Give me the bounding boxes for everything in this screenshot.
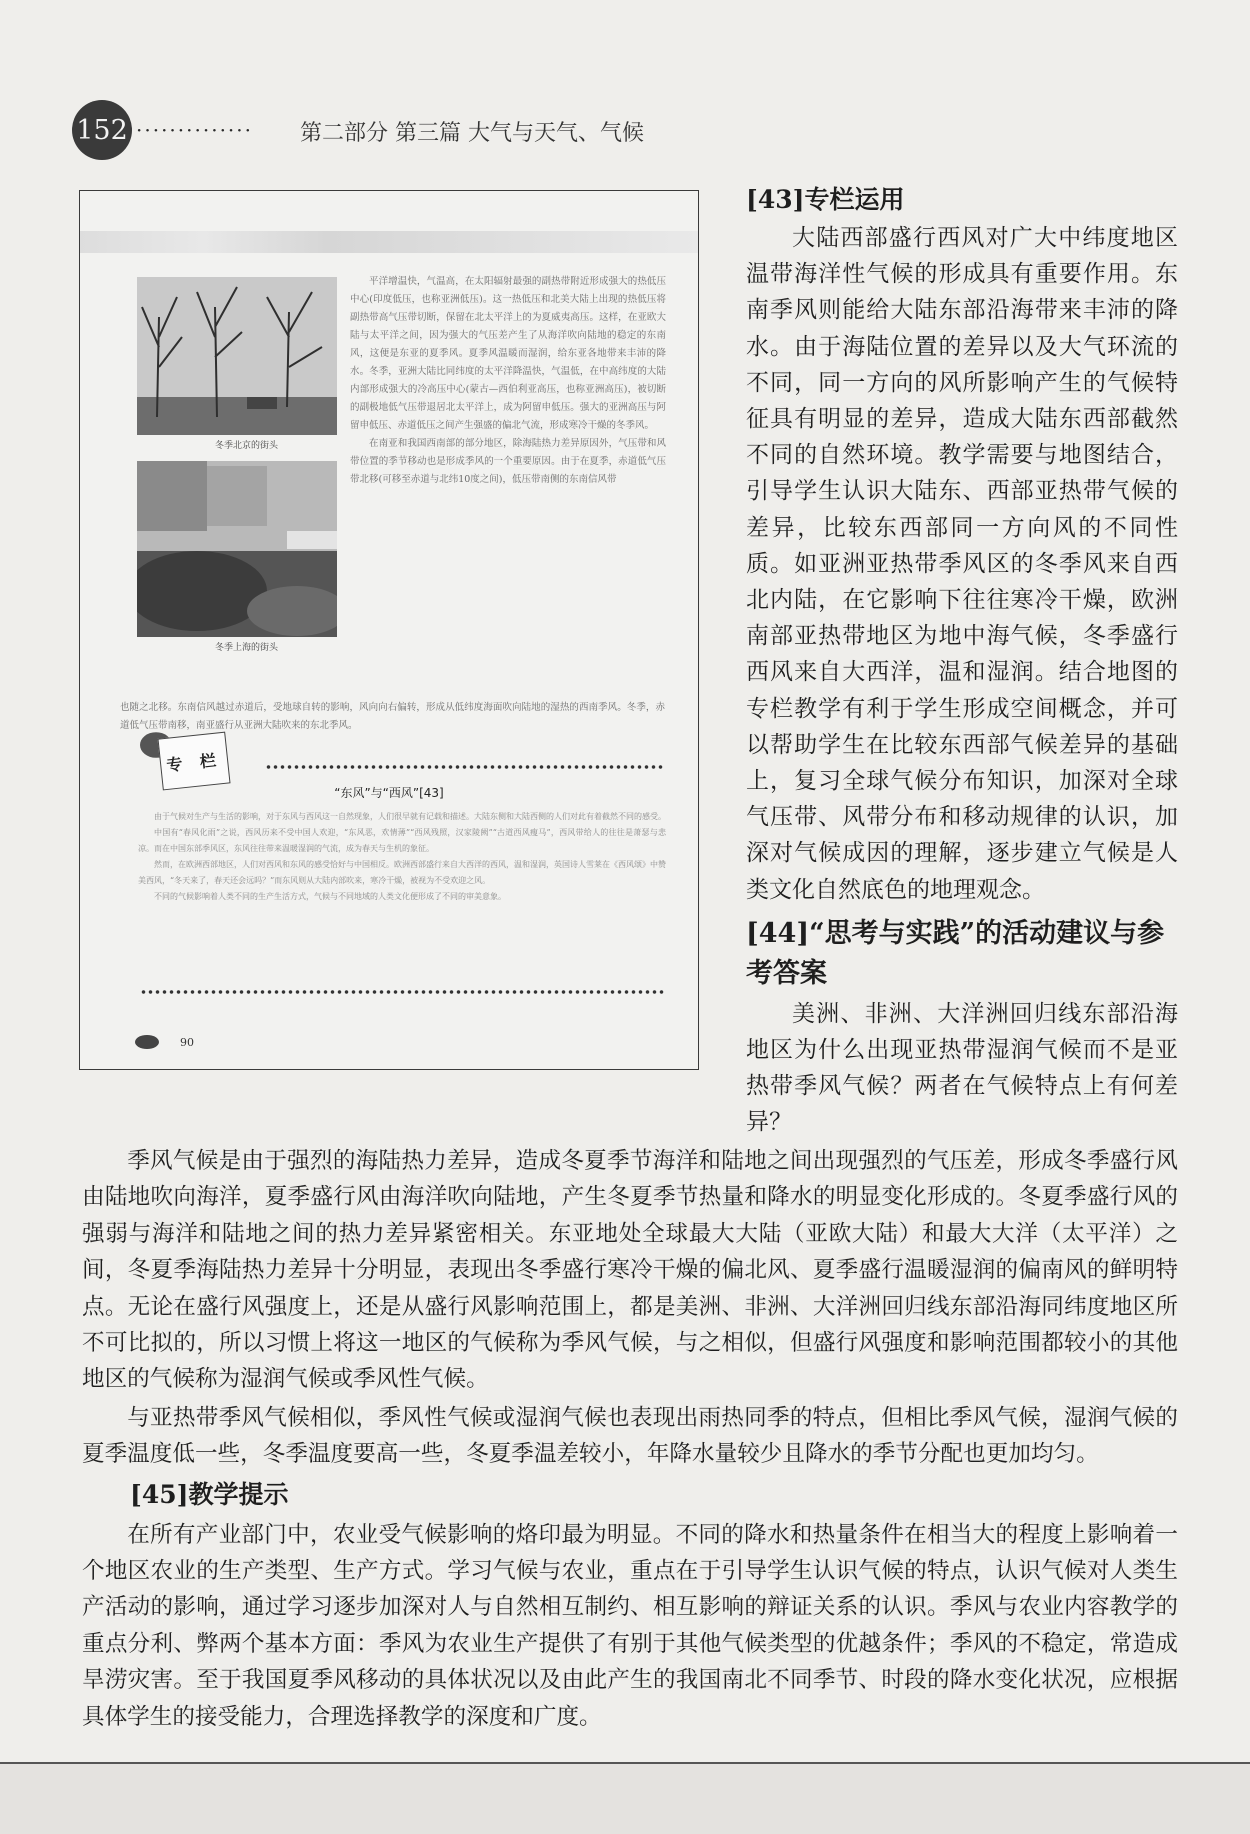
section-43-heading: [43]专栏运用 <box>746 185 905 214</box>
textbook-page-figure <box>79 190 699 1070</box>
photo-shanghai-street <box>137 461 337 637</box>
textbook-column-text <box>350 273 666 697</box>
textbook-header-band <box>80 231 698 253</box>
full-width-text <box>82 1143 1178 1735</box>
right-column <box>746 182 1178 1141</box>
section-44-answer-1: 季风气候是由于强烈的海陆热力差异，造成冬夏季节海洋和陆地之间出现强烈的气压差，形成冬季盛行风由陆地吹向海洋，夏季盛行风由海洋吹向陆地，产生冬夏季节热量和降水的明显变化形成的。冬夏季盛行风的强弱与海洋和陆地之间的热力差异紧密相关。东亚地处全球最大大陆（亚欧大陆）和最大大洋（太平洋）之间，冬夏季海陆热力差异十分明显，表现出冬季盛行寒冷干燥的偏北风、夏季盛行温暖湿润的偏南风的鲜明特点。无论在盛行风强度上，还是从盛行风影响范围上，都是美洲、非洲、大洋洲回归线东部沿海同纬度地区所不可比拟的，所以习惯上将这一地区的气候称为季风气候，与之相似，但盛行风强度和影响范围都较小的其他地区的气候称为湿润气候或季风性气候。 <box>82 1148 1178 1393</box>
photo2-caption: 冬季上海的街头 <box>215 643 279 653</box>
textbook-paragraph: 在南亚和我国西南部的部分地区，除海陆热力差异原因外，气压带和风带位置的季节移动也是形成季风的一个重要原因。由于在夏季，赤道低气压带北移(可移至赤道与北纬10度之间)，低压带南侧的东南信风带 <box>350 438 666 485</box>
feature-badge-label: 专 栏 <box>157 732 230 791</box>
header-section-title: 第二部分 第三篇 大气与天气、气候 <box>300 121 644 146</box>
section-44-heading: [44]“思考与实践”的活动建议与参考答案 <box>746 917 1165 989</box>
feature-badge <box>140 729 223 781</box>
dotted-divider <box>140 989 665 995</box>
section-43-paragraph: 大陆西部盛行西风对广大中纬度地区温带海洋性气候的形成具有重要作用。东南季风则能给大陆东部沿海带来丰沛的降水。由于海陆位置的差异以及大气环流的不同，同一方向的风所影响产生的气候特征具有明显的差异，造成大陆东西部截然不同的自然环境。教学需要与地图结合，引导学生认识大陆东、西部亚热带气候的差异，比较东西部同一方向风的不同性质。如亚洲亚热带季风区的冬季风来自西北内陆，在它影响下往往寒冷干燥，欧洲南部亚热带地区为地中海气候，冬季盛行西风来自大西洋，温和湿润。结合地图的专栏教学有利于学生形成空间概念，并可以帮助学生在比较东西部气候差异的基础上，复习全球气候分布知识，加深对全球气压带、风带分布和移动规律的认识，加深对气候成因的理解，逐步建立气候是人类文化自然底色的地理观念。 <box>746 225 1178 903</box>
page-number: 152 <box>76 114 128 146</box>
feature-title: “东风”与“西风”[43] <box>334 786 444 800</box>
photo1-caption: 冬季北京的街头 <box>215 441 279 451</box>
textbook-paragraph: 平洋增温快，气温高，在太阳辐射最强的副热带附近形成强大的热低压中心(印度低压，也称亚洲低压)。这一热低压和北美大陆上出现的热低压将副热带高气压带切断，保留在北太平洋上的为夏威夷高压。这样，在亚欧大陆与太平洋之间，因为强大的气压差产生了从海洋吹向陆地的稳定的东南风，这便是东亚的夏季风。夏季风温暖而湿润，给东亚各地带来丰沛的降水。冬季，亚洲大陆比同纬度的太平洋降温快，气温低，在中高纬度的大陆内部形成强大的冷高压中心(蒙古—西伯利亚高压，也称亚洲高压)，被切断的副极地低气压带退居北太平洋上，成为阿留申低压。强大的亚洲高压与阿留申低压、赤道低压之间产生强盛的偏北气流，形成寒冷干燥的冬季风。 <box>350 276 666 431</box>
textbook-wide-text: 也随之北移。东南信风越过赤道后，受地球自转的影响，风向向右偏转，形成从低纬度海面吹向陆地的湿热的西南季风。冬季，赤道低气压带南移，南亚盛行从亚洲大陆吹来的东北季风。 <box>120 702 665 731</box>
section-44-answer-2: 与亚热带季风气候相似，季风性气候或湿润气候也表现出雨热同季的特点，但相比季风气候，湿润气候的夏季温度低一些，冬季温度要高一些，冬夏季温差较小，年降水量较少且降水的季节分配也更加均匀。 <box>82 1404 1178 1468</box>
photo-beijing-street <box>137 277 337 435</box>
section-44-question: 美洲、非洲、大洋洲回归线东部沿海地区为什么出现亚热带湿润气候而不是亚热带季风气候？两者在气候特点上有何差异？ <box>746 1000 1178 1136</box>
footer-band <box>0 1764 1250 1834</box>
page-number-badge <box>72 100 132 160</box>
dotted-divider <box>265 764 665 770</box>
feature-body: 由于气候对生产与生活的影响，对于东风与西风这一自然现象，人们很早就有记载和描述。大陆东侧和大陆西侧的人们对此有着截然不同的感受。 中国有“春风化雨”之说，西风历来不受中国人欢迎，“东风恶，欢情薄”“西风残照，汉家陵阙”“古道西风瘦马”，西风带给人的往往是萧瑟与悲凉。而在中国东部季风区，东风往往带来温暖湿润的气流，成为春天与生机的象征。 然而，在欧洲西部地区，人们对西风和东风的感受恰好与中国相反。欧洲西部盛行来自大西洋的西风，温和湿润，英国诗人雪莱在《西风颂》中赞美西风，“冬天来了，春天还会远吗？”而东风则从大陆内部吹来，寒冷干燥，被视为不受欢迎之风。 不同的气候影响着人类不同的生产生活方式，气候与不同地域的人类文化便形成了不同的审美意象。 <box>138 812 666 901</box>
header-leader-dots: ·············· <box>136 118 254 142</box>
textbook-page-number: 90 <box>180 1036 194 1049</box>
section-45-heading: [45]教学提示 <box>130 1479 289 1509</box>
globe-icon <box>135 1035 159 1049</box>
section-45-paragraph: 在所有产业部门中，农业受气候影响的烙印最为明显。不同的降水和热量条件在相当大的程度上影响着一个地区农业的生产类型、生产方式。学习气候与农业，重点在于引导学生认识气候的特点，认识气候对人类生产活动的影响，通过学习逐步加深对人与自然相互制约、相互影响的辩证关系的认识。季风与农业内容教学的重点分利、弊两个基本方面：季风为农业生产提供了有别于其他气候类型的优越条件；季风的不稳定，常造成旱涝灾害。至于我国夏季风移动的具体状况以及由此产生的我国南北不同季节、时段的降水变化状况，应根据具体学生的接受能力，合理选择教学的深度和广度。 <box>82 1521 1178 1730</box>
